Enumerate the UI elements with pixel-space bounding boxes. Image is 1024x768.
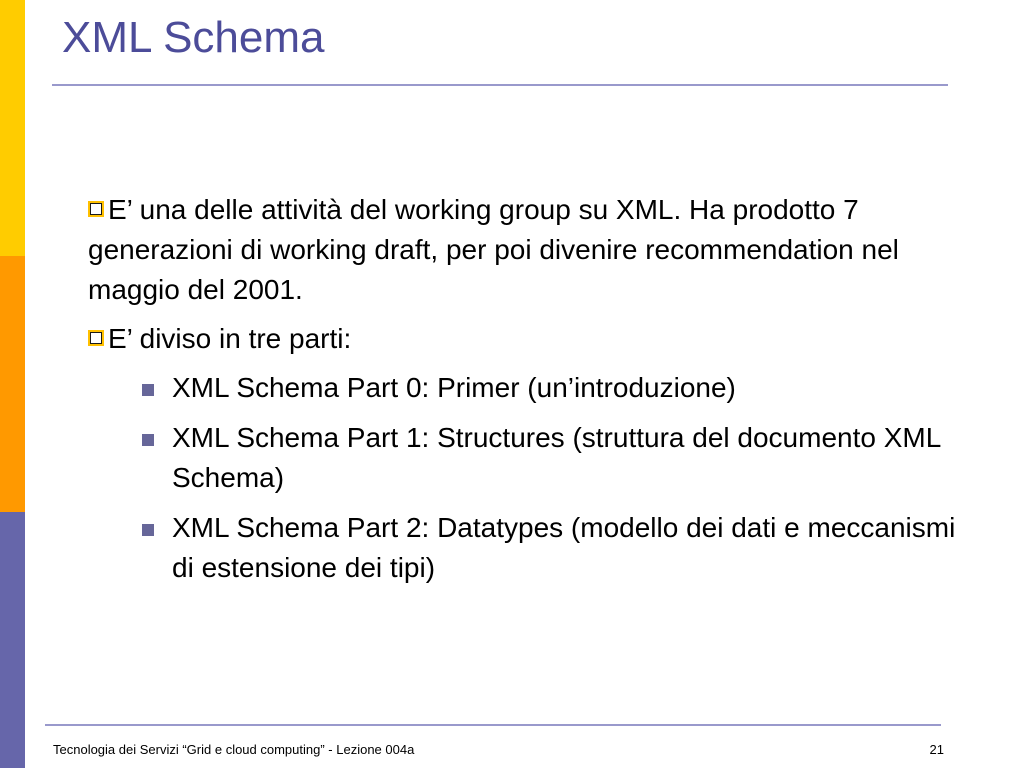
- square-bullet-icon: [88, 201, 104, 217]
- sub-bullet-item: [172, 418, 958, 498]
- bullet-text: E’ una delle attività del working group su XML. Ha prodotto 7 generazioni di working draft, per poi divenire recommendation nel maggio del 2001.: [88, 194, 899, 305]
- side-bar-yellow: [0, 0, 25, 256]
- sub-bullet-text: XML Schema Part 0: Primer (un’introduzione): [172, 372, 736, 403]
- sub-bullet-item: [172, 508, 958, 588]
- side-bar-purple: [0, 512, 25, 768]
- footer-course-title: Tecnologia dei Servizi “Grid e cloud computing” - Lezione 004a: [53, 742, 415, 757]
- sub-bullet-text: XML Schema Part 1: Structures (struttura del documento XML Schema): [172, 422, 941, 493]
- slide-title: XML Schema: [62, 13, 325, 62]
- sub-bullet-text: XML Schema Part 2: Datatypes (modello dei dati e meccanismi di estensione dei tipi): [172, 512, 956, 583]
- filled-square-bullet-icon: [142, 384, 154, 396]
- slide-content: [88, 190, 958, 598]
- filled-square-bullet-icon: [142, 434, 154, 446]
- filled-square-bullet-icon: [142, 524, 154, 536]
- bullet-item: [88, 319, 958, 359]
- footer-divider: [45, 724, 941, 726]
- sub-bullet-item: [172, 368, 958, 408]
- side-bar-orange: [0, 256, 25, 512]
- title-divider: [52, 84, 948, 86]
- square-bullet-icon: [88, 330, 104, 346]
- bullet-item: [88, 190, 958, 310]
- bullet-text: E’ diviso in tre parti:: [108, 323, 352, 354]
- page-number: 21: [929, 742, 944, 757]
